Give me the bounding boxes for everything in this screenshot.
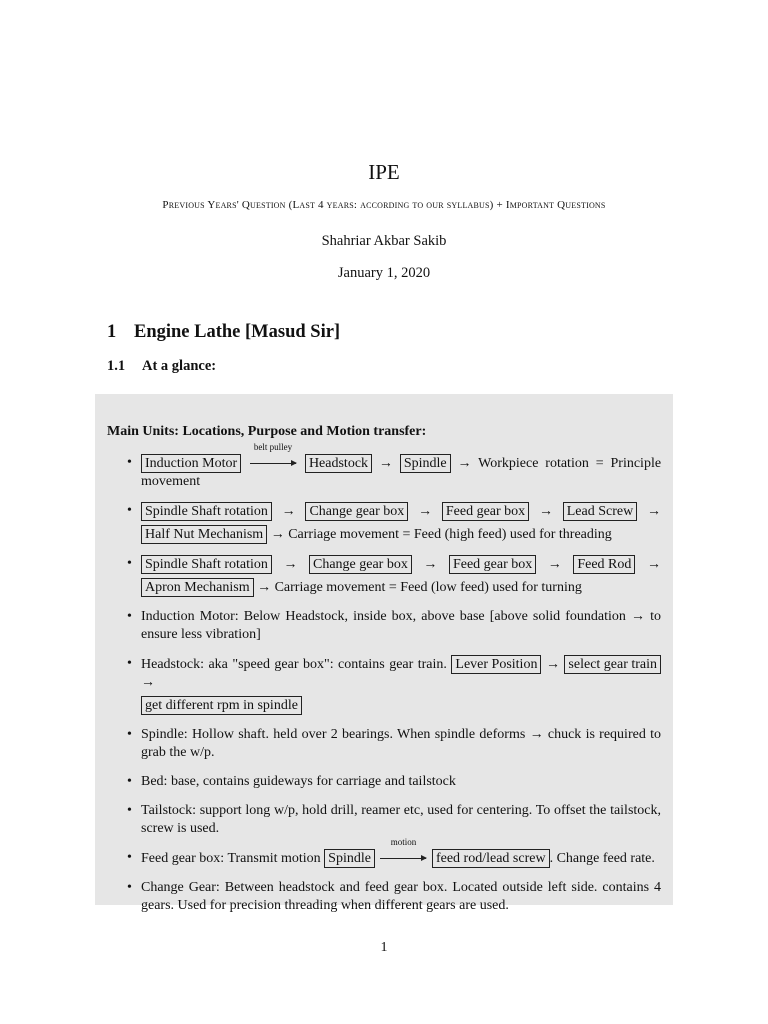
- flow-box: Induction Motor: [141, 454, 241, 473]
- bullet-icon: •: [127, 503, 132, 518]
- subsection-heading: [107, 358, 216, 375]
- arrow-right-icon: →: [418, 503, 433, 519]
- arrow-right-icon: →: [423, 556, 438, 572]
- bullet-list: [125, 442, 662, 926]
- arrow-right-icon: →: [647, 503, 661, 519]
- bullet-icon: •: [127, 556, 132, 571]
- arrow-right-icon: →: [283, 556, 298, 572]
- bullet-icon: •: [127, 609, 132, 624]
- labeled-arrow: [378, 837, 428, 868]
- arrow-right-icon: →: [457, 456, 472, 471]
- item-text: Carriage movement = Feed (low feed) used for turning: [274, 580, 582, 595]
- arrow-right-icon: →: [631, 609, 646, 624]
- item-text: Headstock: aka "speed gear box": contains gear train.: [141, 657, 447, 672]
- list-item: [125, 726, 661, 762]
- list-item: [125, 555, 661, 597]
- page-number: 1: [380, 940, 388, 955]
- flow-box: feed rod/lead screw: [432, 849, 550, 868]
- flow-box: select gear train: [564, 655, 661, 674]
- bullet-icon: •: [127, 727, 132, 742]
- arrow-right-icon: →: [281, 503, 296, 519]
- item-text: Induction Motor: Below Headstock, inside box, above base [above solid foundation: [141, 609, 626, 624]
- item-text: . Change feed rate.: [549, 851, 655, 866]
- flow-box: Spindle Shaft rotation: [141, 555, 272, 574]
- item-text: Tailstock: support long w/p, hold drill, reamer etc, used for centering. To offset the tailstock, screw is used.: [141, 803, 661, 836]
- list-item: [125, 773, 661, 791]
- arrow-right-icon: →: [270, 527, 285, 542]
- arrow-right-icon: →: [545, 657, 560, 672]
- item-text: Carriage movement = Feed (high feed) used for threading: [288, 527, 612, 542]
- flow-box: Change gear box: [305, 502, 408, 521]
- labeled-arrow: [248, 442, 298, 473]
- list-item: [125, 802, 661, 838]
- arrow-label: motion: [390, 837, 417, 847]
- list-item: [125, 502, 661, 544]
- arrow-right-icon: →: [257, 580, 272, 595]
- item-text: Feed gear box: Transmit motion: [141, 851, 321, 866]
- flow-box: Change gear box: [309, 555, 412, 574]
- flow-box: Feed gear box: [449, 555, 536, 574]
- list-item: [125, 837, 661, 868]
- arrow-right-icon: →: [547, 556, 562, 572]
- bullet-icon: •: [127, 803, 132, 818]
- section-heading: [107, 322, 340, 343]
- flow-box: Feed Rod: [573, 555, 635, 574]
- flow-box: Apron Mechanism: [141, 578, 254, 597]
- bullet-icon: •: [127, 774, 132, 789]
- bullet-icon: •: [127, 455, 132, 470]
- arrow-right-icon: [380, 858, 426, 859]
- bullet-icon: •: [127, 880, 132, 895]
- arrow-right-icon: →: [141, 675, 155, 690]
- subsection-title: At a glance:: [142, 358, 217, 374]
- flow-box: get different rpm in spindle: [141, 696, 302, 715]
- list-item: [125, 879, 661, 915]
- flow-box: Spindle: [400, 454, 451, 473]
- list-item: [125, 442, 662, 491]
- flow-box: Spindle Shaft rotation: [141, 502, 272, 521]
- item-text: Bed: base, contains guideways for carriage and tailstock: [141, 774, 456, 789]
- item-text: Workpiece rotation = Principle movement: [141, 456, 662, 489]
- bullet-icon: •: [127, 850, 132, 865]
- section-title: Engine Lathe [Masud Sir]: [134, 322, 341, 342]
- document-subtitle: Previous Years' Question (Last 4 years: according to our syllabus) + Important Questions: [162, 199, 606, 211]
- document-date: January 1, 2020: [337, 265, 431, 281]
- document-title: IPE: [368, 160, 400, 184]
- author-name: Shahriar Akbar Sakib: [321, 233, 447, 249]
- flow-box: Feed gear box: [442, 502, 529, 521]
- arrow-right-icon: →: [529, 727, 544, 742]
- item-text: Change Gear: Between headstock and feed gear box. Located outside left side. contains 4 gears. Used for precision threading when different gears are used.: [141, 880, 661, 913]
- flow-box: Spindle: [324, 849, 375, 868]
- panel-heading: Main Units: Locations, Purpose and Motion transfer:: [107, 424, 427, 439]
- arrow-right-icon: [250, 463, 296, 464]
- bullet-icon: •: [127, 656, 132, 671]
- arrow-right-icon: →: [538, 503, 553, 519]
- item-text: Spindle: Hollow shaft. held over 2 bearings. When spindle deforms: [141, 727, 526, 742]
- list-item: [125, 608, 661, 644]
- arrow-right-icon: →: [646, 556, 661, 572]
- item-text: to ensure less vibration]: [141, 609, 662, 642]
- flow-box: Headstock: [305, 454, 372, 473]
- arrow-right-icon: →: [378, 456, 393, 471]
- item-text: chuck is required to grab the w/p.: [141, 727, 661, 760]
- arrow-label: belt pulley: [253, 442, 293, 452]
- subsection-number: 1.1: [107, 358, 126, 374]
- summary-panel: [95, 394, 673, 913]
- list-item: [125, 655, 661, 715]
- flow-box: Half Nut Mechanism: [141, 525, 267, 544]
- flow-box: Lever Position: [451, 655, 541, 674]
- section-number: 1: [107, 322, 117, 342]
- flow-box: Lead Screw: [563, 502, 637, 521]
